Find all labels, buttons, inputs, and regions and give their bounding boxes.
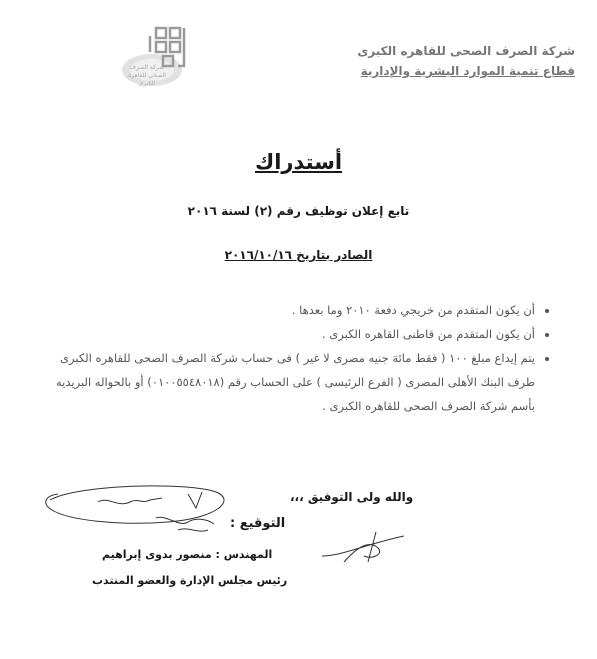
company-name: شركة الصرف الصحى للقاهره الكبرى xyxy=(357,44,575,58)
list-item: • يتم إيداع مبلغ ١٠٠ ( فقط مائة جنيه مصرى لا غير ) فى حساب شركة الصرف الصحى للقاهره الكبرى طرف البنك الأهلى المصرى ( الفرع الرئيسى ) على الحساب رقم (٠١٠٠٥٥٤٨٠١٨) أو بالحواله البريديه بأسم شركة الصرف الصحى للقاهره الكبرى . xyxy=(37,346,535,418)
closing-text: والله ولى التوفيق ،،، xyxy=(290,490,414,504)
announcement-subtitle: تابع إعلان توظيف رقم (٢) لسنة ٢٠١٦ xyxy=(187,204,410,218)
engineer-name: المهندس : منصور بدوى إبراهيم xyxy=(102,548,273,561)
company-header xyxy=(315,44,575,78)
signature-label: التوقيع : xyxy=(230,516,286,531)
logo-seal-text: شركة الصرف الصحي للقاهرة الكبرى xyxy=(128,64,166,87)
second-signature-icon xyxy=(318,526,408,566)
list-item: • أن يكون المتقدم من قاطنى القاهره الكبرى . xyxy=(37,322,535,346)
department-name: قطاع تنمية الموارد البشرية والإدارية xyxy=(360,64,575,78)
company-logo xyxy=(120,22,200,90)
conditions-list xyxy=(37,298,557,418)
engineer-position: رئيس مجلس الإدارة والعضو المنتدب xyxy=(92,574,288,587)
signature-scribble-icon xyxy=(38,478,248,548)
issued-date: الصادر بتاريخ ٢٠١٦/١٠/١٦ xyxy=(224,248,373,262)
list-item: • أن يكون المتقدم من خريجي دفعة ٢٠١٠ وما بعدها . xyxy=(37,298,535,322)
document-title: أستدراك xyxy=(254,150,343,174)
